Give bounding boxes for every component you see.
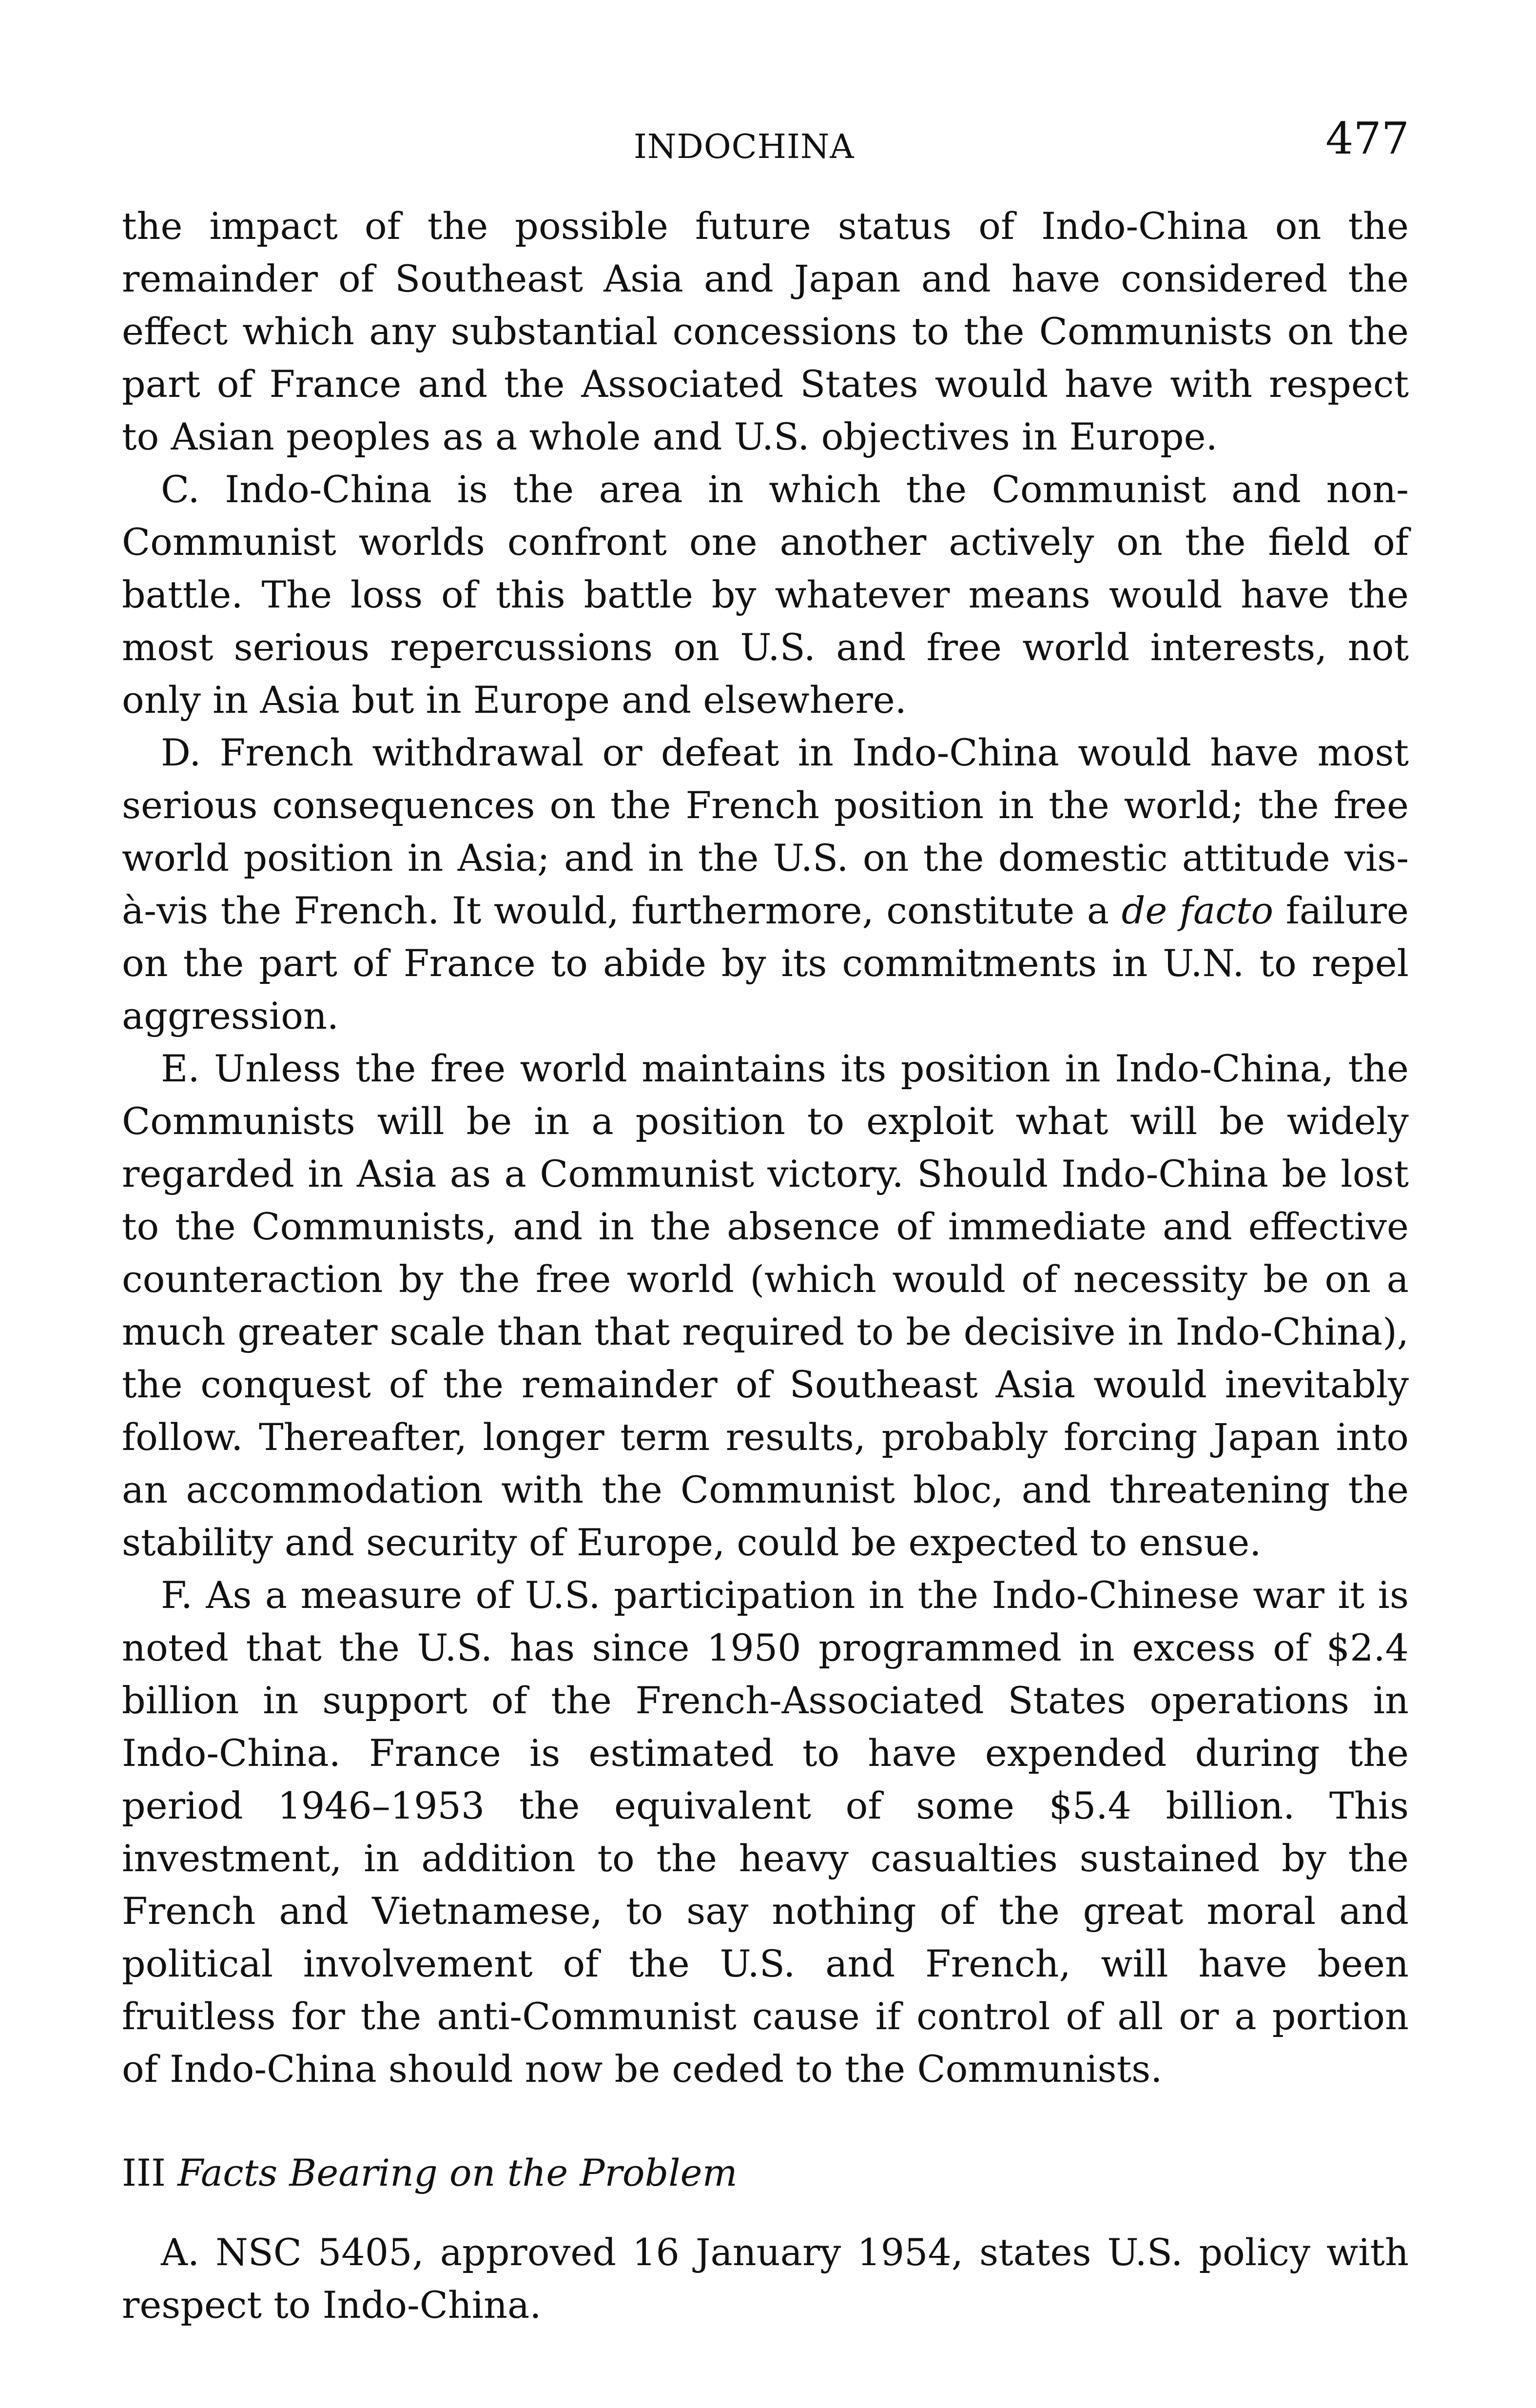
paragraph-c-label: C. — [161, 468, 200, 511]
section-spacer — [122, 2199, 1409, 2226]
section-iii-title: Facts Bearing on the Problem — [177, 2151, 738, 2194]
paragraph-d-text-before-italic: French withdrawal or defeat in Indo-China would have most serious consequences on the French position in the world; the free world position in Asia; and in the U.S. on the domestic attitude vis-à-vis the French. It would, furthermore, constitute a — [122, 731, 1409, 932]
paragraph-f-label: F. — [161, 1573, 193, 1617]
paragraph-d-label: D. — [161, 731, 201, 774]
continued-paragraph — [122, 200, 1409, 463]
paragraph-e — [122, 1042, 1409, 1569]
paragraph-c-text: Indo-China is the area in which the Communist and non-Communist worlds confront one another actively on the field of battle. The loss of this battle by whatever means would have the most serious repercussions on U.S. and free world interests, not only in Asia but in Europe and elsewhere. — [122, 468, 1409, 722]
section-iii-heading — [122, 2147, 1409, 2199]
section-iii-number: III — [122, 2151, 166, 2194]
paragraph-d-text-after-italic: failure on the part of France to abide by its commitments in U.N. to repel aggression. — [122, 889, 1409, 1038]
continued-paragraph-text: the impact of the possible future status of Indo-China on the remainder of Southeast Asia and Japan and have considered the effect which any substantial concessions to the Communists on the part of France and the Associated States would have with respect to Asian peoples as a whole and U.S. objectives in Europe. — [122, 204, 1409, 458]
page-number: 477 — [1325, 113, 1409, 164]
paragraph-e-text: Unless the free world maintains its position in Indo-China, the Communists will be in a position to exploit what will be widely regarded in Asia as a Communist victory. Should Indo-China be lost to the Communists, and in the absence of immediate and effective counteraction by the free world (which would of necessity be on a much greater scale than that required to be decisive in Indo-China), the conquest of the remainder of Southeast Asia would inevitably follow. Thereafter, longer term results, probably forcing Japan into an accommodation with the Communist bloc, and threatening the stability and security of Europe, could be expected to ensue. — [122, 1047, 1409, 1564]
paragraph-d-italic-term: de facto — [1121, 889, 1274, 932]
paragraph-f — [122, 1569, 1409, 2095]
paragraph-d — [122, 726, 1409, 1042]
paragraph-c — [122, 463, 1409, 726]
paragraph-iii-a — [122, 2226, 1409, 2331]
body-text — [122, 200, 1409, 2331]
running-header — [0, 113, 1536, 171]
paragraph-iii-a-text: NSC 5405, approved 16 January 1954, states U.S. policy with respect to Indo-China. — [122, 2231, 1409, 2327]
paragraph-f-text: As a measure of U.S. participation in the Indo-Chinese war it is noted that the U.S. has since 1950 programmed in excess of $2.4 billion in support of the French-Associated States operations in Indo-China. France is estimated to have expended during the period 1946–1953 the equivalent of some $5.4 billion. This investment, in addition to the heavy casualties sustained by the French and Vietnamese, to say nothing of the great moral and political involvement of the U.S. and French, will have been fruitless for the anti-Communist cause if control of all or a portion of Indo-China should now be ceded to the Communists. — [122, 1573, 1409, 2091]
paragraph-e-label: E. — [161, 1047, 200, 1090]
running-title: INDOCHINA — [634, 128, 855, 166]
paragraph-iii-a-label: A. — [161, 2231, 200, 2274]
